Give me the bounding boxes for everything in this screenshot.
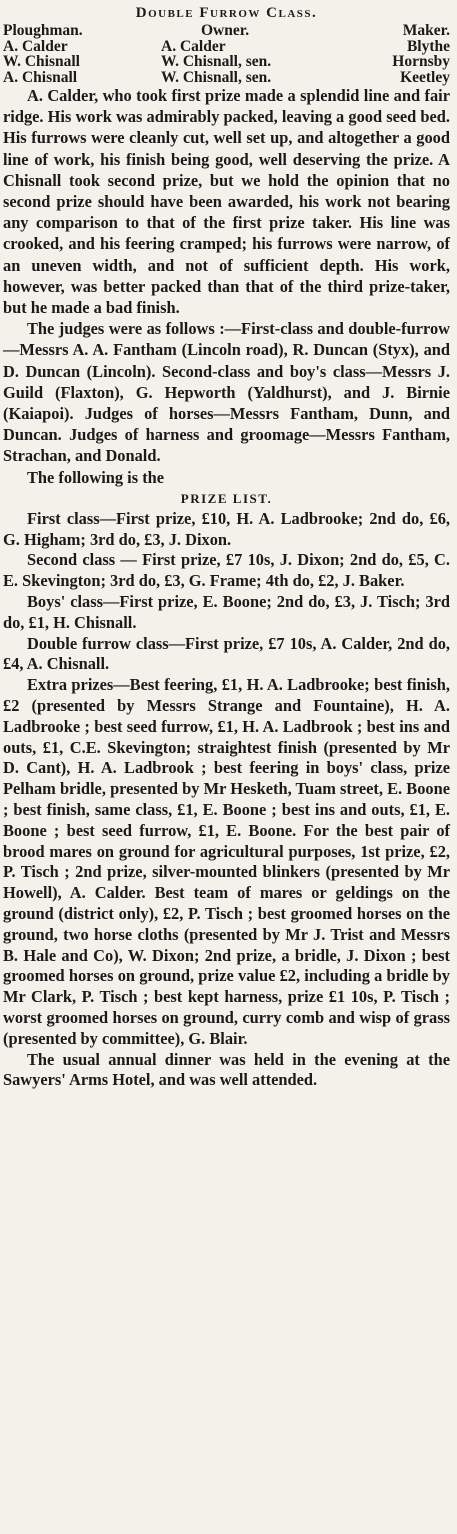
- report-paragraph: A. Calder, who took first prize made a splendid line and fair ridge. His work was admirably packed, leaving a good seed bed. His furrows were cleanly cut, well set up, and altogether a good line of work, his finish being good, well deserving the prize. A Chisnall took second prize, but we hold the opinion that no second prize should have been awarded, his work not bearing any comparison to that of the first prize taker. His line was crooked, and his feering cramped; his furrows were narrow, of an uneven width, and not of sufficient depth. His work, however, was better packed than that of the third prize-taker, but he made a bad finish.: [3, 86, 450, 318]
- section-heading: Double Furrow Class.: [135, 5, 318, 21]
- prize-list-heading: PRIZE LIST.: [180, 490, 273, 506]
- column-header-maker: Maker.: [402, 22, 450, 39]
- table-cell: A. Calder: [161, 37, 226, 55]
- table-cell: Hornsby: [392, 53, 450, 70]
- entries-table: [3, 23, 450, 85]
- table-cell: W. Chisnall: [3, 53, 80, 70]
- judges-paragraph: The judges were as follows :—First-class and double-furrow—Messrs A. A. Fantham (Lincoln road), R. Duncan (Styx), and D. Duncan (Lincoln). Second-class and boy's class—Messrs J. Guild (Flaxton), G. Hepworth (Yaldhurst), and J. Birnie (Kaiapoi). Judges of horses—Messrs Fantham, Dunn, and Duncan. Judges of harness and groomage—Messrs Fantham, Strachan, and Donald.: [3, 319, 450, 466]
- column-header-ploughman: Ploughman.: [3, 22, 83, 39]
- closing-paragraph: The usual annual dinner was held in the evening at the Sawyers' Arms Hotel, and was well attended.: [3, 1049, 450, 1090]
- table-cell: W. Chisnall, sen.: [161, 53, 272, 70]
- second-class-prizes: Second class — First prize, £7 10s, J. Dixon; 2nd do, £5, C. E. Skevington; 3rd do, £3, G. Frame; 4th do, £2, J. Baker.: [3, 550, 450, 591]
- table-cell: Blythe: [406, 37, 450, 55]
- table-cell: A. Chisnall: [3, 68, 78, 86]
- boys-class-prizes: Boys' class—First prize, E. Boone; 2nd do, £3, J. Tisch; 3rd do, £1, H. Chisnall.: [3, 592, 450, 632]
- table-cell: A. Calder: [3, 37, 68, 55]
- following-paragraph: The following is the: [27, 467, 165, 487]
- extra-prizes: Extra prizes—Best feering, £1, H. A. Ladbrooke; best finish, £2 (presented by Messrs Strange and Fountaine), H. A. Ladbrooke ; best seed furrow, £1, H. A. Ladbrook ; best ins and outs, £1, C.E. Skevington; straightest finish (presented by Mr D. Cant), H. A. Ladbrook ; best feering in boys' class, prize Pelham bridle, presented by Mr Hesketh, Tuam street, E. Boone ; best finish, same class, £1, E. Boone ; best ins and outs, £1, E. Boone ; best seed furrow, £1, E. Boone. For the best pair of brood mares on ground for agricultural purposes, 1st prize, £2, P. Tisch ; 2nd prize, silver-mounted blinkers (presented by Mr Howell), A. Calder. Best team of mares or geldings on the ground (district only), £2, P. Tisch ; best groomed horses on the ground, two horse cloths (presented by Mr J. Trist and Messrs B. Hale and Co), W. Dixon; 2nd prize, a bridle, J. Dixon ; best groomed horses on ground, prize value £2, including a bridle by Mr Clark, P. Tisch ; best kept harness, prize £1 10s, P. Tisch ; worst groomed horses on ground, curry comb and wisp of grass (presented by committee), G. Blair.: [3, 675, 450, 1048]
- column-header-owner: Owner.: [201, 22, 250, 39]
- table-cell: Keetley: [400, 68, 450, 86]
- table-cell: W. Chisnall, sen.: [161, 68, 272, 86]
- double-furrow-prizes: Double furrow class—First prize, £7 10s, A. Calder, 2nd do, £4, A. Chisnall.: [3, 633, 450, 674]
- first-class-prizes: First class—First prize, £10, H. A. Ladbrooke; 2nd do, £6, G. Higham; 3rd do, £3, J. Dixon.: [3, 508, 450, 549]
